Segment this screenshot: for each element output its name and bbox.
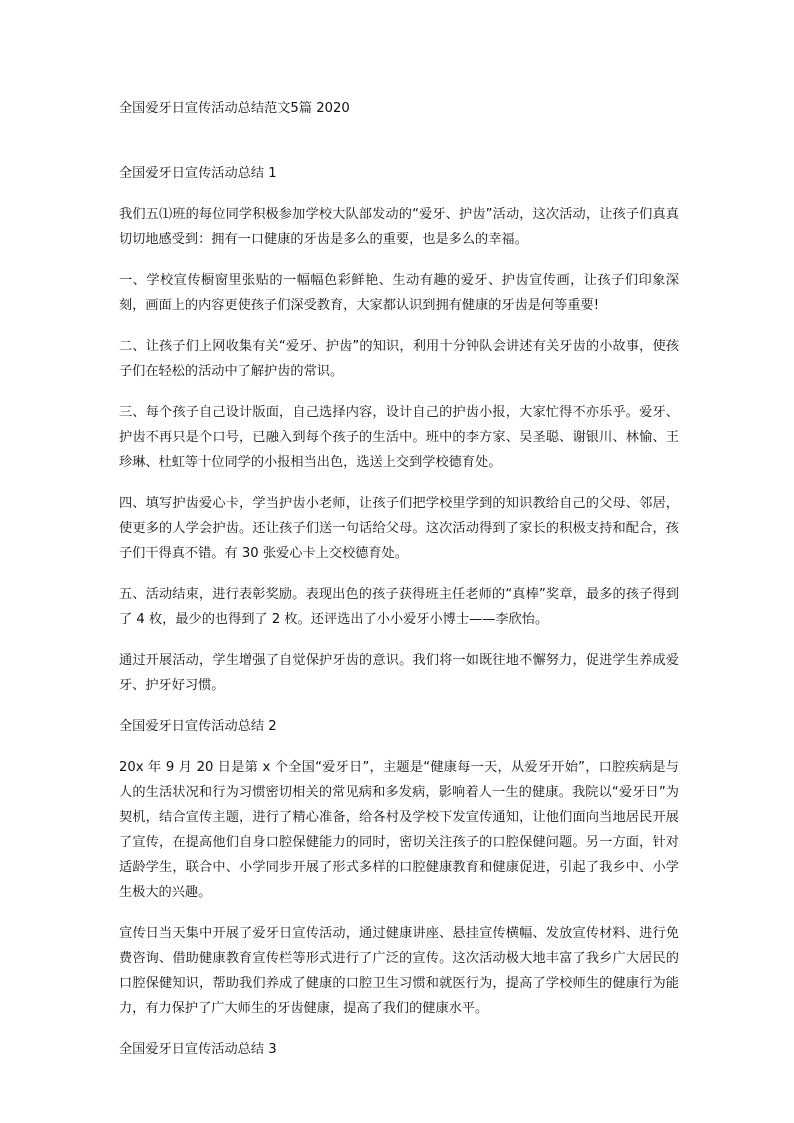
paragraph: 通过开展活动，学生增强了自觉保护牙齿的意识。我们将一如既往地不懈努力，促进学生养成爱牙、护牙好习惯。: [119, 653, 679, 693]
paragraph: 四、填写护齿爱心卡，学当护齿小老师，让孩子们把学校里学到的知识教给自己的父母、邻居，使更多的人学会护齿。还让孩子们送一句话给父母。这次活动得到了家长的积极支持和配合，孩子们干得真不错。有 30 张爱心卡上交校德育处。: [119, 496, 679, 561]
document-title: 全国爱牙日宣传活动总结范文5篇 2020: [119, 101, 350, 116]
section-heading: 全国爱牙日宣传活动总结 2: [119, 719, 277, 734]
paragraph: 20x 年 9 月 20 日是第 x 个全国“爱牙日”，主题是“健康每一天，从爱牙开始”，口腔疾病是与人的生活状况和行为习惯密切相关的常见病和多发病，影响着人一生的健康。我院以“爱牙日”为契机，结合宣传主题，进行了精心准备，给各村及学校下发宣传通知，让他们面向当地居民开展了宣传，在提高他们自身口腔保健能力的同时，密切关注孩子的口腔保健问题。另一方面，针对适龄学生，联合中、小学同步开展了形式多样的口腔健康教育和健康促进，引起了我乡中、小学生极大的兴趣。: [119, 760, 679, 900]
paragraph: 宣传日当天集中开展了爱牙日宣传活动，通过健康讲座、悬挂宣传横幅、发放宣传材料、进行免费咨询、借助健康教育宣传栏等形式进行了广泛的宣传。这次活动极大地丰富了我乡广大居民的口腔保健知识，帮助我们养成了健康的口腔卫生习惯和就医行为，提高了学校师生的健康行为能力，有力保护了广大师生的牙齿健康，提高了我们的健康水平。: [119, 926, 679, 1016]
paragraph: 三、每个孩子自己设计版面，自己选择内容，设计自己的护齿小报，大家忙得不亦乐乎。爱牙、护齿不再只是个口号，已融入到每个孩子的生活中。班中的李方家、吴圣聪、谢银川、林愉、王珍琳、杜虹等十位同学的小报相当出色，选送上交到学校德育处。: [119, 405, 679, 470]
paragraph: 一、学校宣传橱窗里张贴的一幅幅色彩鲜艳、生动有趣的爱牙、护齿宣传画，让孩子们印象深刻，画面上的内容更使孩子们深受教育，大家都认识到拥有健康的牙齿是何等重要!: [119, 273, 679, 313]
document-page: [119, 96, 679, 1078]
paragraph: 二、让孩子们上网收集有关“爱牙、护齿”的知识，利用十分钟队会讲述有关牙齿的小故事，使孩子们在轻松的活动中了解护齿的常识。: [119, 339, 679, 379]
paragraph: 我们五⑴班的每位同学积极参加学校大队部发动的“爱牙、护齿”活动，这次活动，让孩子们真真切切地感受到：拥有一口健康的牙齿是多么的重要，也是多么的幸福。: [119, 207, 679, 247]
section-heading: 全国爱牙日宣传活动总结 1: [119, 166, 277, 181]
section-heading: 全国爱牙日宣传活动总结 3: [119, 1042, 277, 1057]
paragraph: 五、活动结束，进行表彰奖励。表现出色的孩子获得班主任老师的“真棒”奖章，最多的孩子得到了 4 枚，最少的也得到了 2 枚。还评选出了小小爱牙小博士——李欣怡。: [119, 587, 679, 627]
